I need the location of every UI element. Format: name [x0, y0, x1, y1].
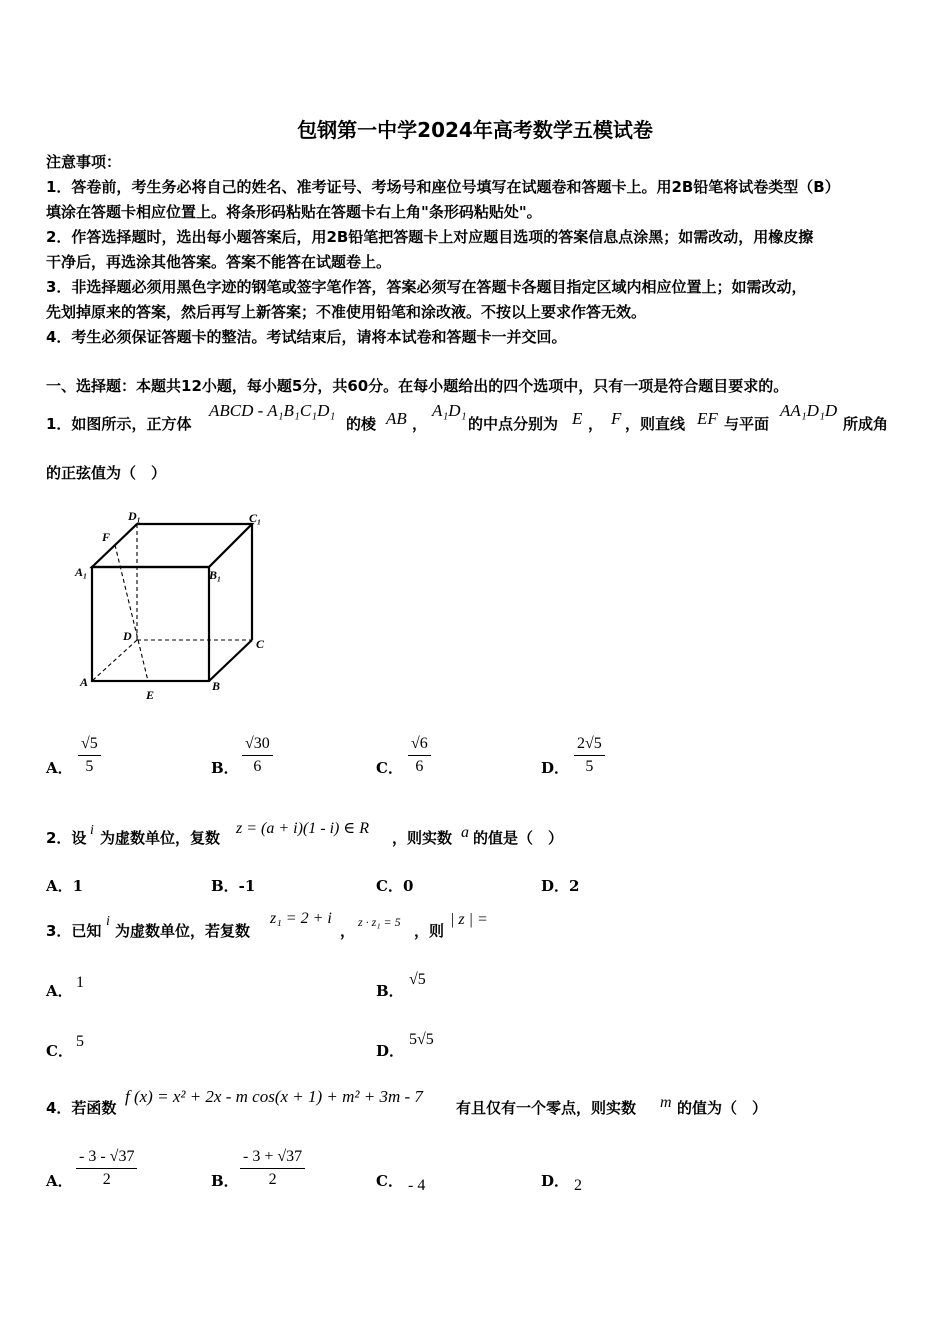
label-c: C: [256, 637, 265, 651]
label-c1: C₁: [249, 511, 262, 525]
q1-text-7: 与平面: [724, 415, 770, 433]
q3-abs-z: | z | =: [450, 911, 488, 928]
q2-text-4: 的值是（ ）: [473, 829, 564, 847]
q1-e: E: [572, 409, 583, 428]
q2-option-b[interactable]: B．-1: [211, 877, 256, 895]
page-title: 包钢第一中学2024年高考数学五模试卷: [297, 118, 653, 142]
q1-option-b-den: 6: [253, 758, 262, 775]
q2-option-d[interactable]: D．2: [541, 877, 580, 895]
q1-ef: EF: [697, 409, 718, 428]
q4-option-a-den: 2: [102, 1171, 111, 1188]
notice-line-2b: 干净后，再选涂其他答案。答案不能答在试题卷上。: [46, 253, 392, 271]
q1-f: F: [611, 409, 622, 428]
notice-line-2a: 2．作答选择题时，选出每小题答案后，用2B铅笔把答题卡上对应题目选项的答案信息点涂黑；如需改动，用橡皮擦: [46, 228, 814, 246]
q1-text-6: ，则直线: [625, 415, 686, 433]
q1-text-1: 1．如图所示，正方体: [46, 415, 192, 433]
q4-option-b-num: - 3 + √37: [240, 1146, 305, 1169]
q4-m: m: [660, 1094, 672, 1111]
q4-option-c-label: C．: [376, 1172, 403, 1190]
notice-line-1b: 填涂在答题卡相应位置上。将条形码粘贴在答题卡右上角"条形码粘贴处"。: [46, 203, 542, 221]
q2-option-c[interactable]: C．0: [376, 877, 414, 895]
q2-text-1: 2．设: [46, 829, 87, 847]
q3-option-d-label: D．: [376, 1042, 405, 1060]
q1-option-c-num: √6: [408, 733, 431, 756]
q3-option-c[interactable]: 5: [76, 1033, 84, 1050]
q1-option-c-label: C．: [376, 759, 403, 777]
q3-z1: z₁ = 2 + i: [270, 910, 332, 927]
q3-product: z · z₁ = 5: [358, 915, 401, 929]
q4-option-d[interactable]: 2: [574, 1177, 582, 1194]
q2-i: i: [90, 823, 94, 838]
q3-text-2: 为虚数单位，若复数: [115, 922, 251, 940]
q1-option-d-label: D．: [541, 759, 570, 777]
q4-option-b-label: B．: [211, 1172, 239, 1190]
q1-text-9: 的正弦值为（ ）: [46, 464, 167, 482]
q1-ab: AB: [386, 409, 407, 428]
q1-option-c-den: 6: [415, 758, 424, 775]
label-a1: A₁: [75, 565, 88, 579]
label-d1: D₁: [128, 509, 141, 523]
q4-option-a-label: A．: [46, 1172, 73, 1190]
q3-text-4: ，则: [414, 922, 445, 940]
q1-option-c[interactable]: [408, 733, 431, 778]
q1-text-2: 的棱: [346, 415, 377, 433]
q4-text-1: 4．若函数: [46, 1099, 117, 1117]
q1-option-b-label: B．: [211, 759, 239, 777]
q3-text-1: 3．已知: [46, 922, 102, 940]
q4-option-b-den: 2: [268, 1171, 277, 1188]
q1-text-4: 的中点分别为: [468, 415, 559, 433]
q1-text-8: 所成角: [843, 415, 889, 433]
label-e: E: [146, 688, 155, 702]
q1-option-b-num: √30: [242, 733, 273, 756]
q1-plane: AA₁D₁D: [780, 401, 838, 420]
q1-option-a[interactable]: [78, 733, 101, 778]
q3-option-b[interactable]: √5: [409, 971, 426, 988]
q4-option-a-num: - 3 - √37: [76, 1146, 137, 1169]
q4-function: f (x) = x² + 2x - m cos(x + 1) + m² + 3m - 7: [125, 1087, 423, 1106]
label-d: D: [123, 629, 132, 643]
q1-text-5: ，: [588, 415, 604, 433]
q1-option-d-den: 5: [585, 758, 594, 775]
notice-heading: 注意事项：: [46, 153, 122, 171]
q3-option-d[interactable]: 5√5: [409, 1031, 434, 1048]
q3-option-a[interactable]: 1: [76, 974, 84, 991]
q4-text-3: 的值为（ ）: [677, 1099, 768, 1117]
q1-option-d-num: 2√5: [574, 733, 605, 756]
segment-ef: [115, 545, 148, 681]
q1-option-a-den: 5: [85, 758, 94, 775]
label-a: A: [80, 675, 89, 689]
q4-option-a[interactable]: [76, 1146, 137, 1191]
notice-line-1a: 1．答卷前，考生务必将自己的姓名、准考证号、考场号和座位号填写在试题卷和答题卡上。用2B铅笔将试卷类型（B）: [46, 178, 840, 196]
q1-text-3: ，: [412, 415, 428, 433]
q2-expr: z = (a + i)(1 - i) ∈ R: [236, 820, 369, 837]
q3-option-b-label: B．: [376, 982, 404, 1000]
q2-text-3: ，则实数: [392, 829, 453, 847]
q4-option-c[interactable]: - 4: [408, 1177, 426, 1194]
hidden-edge-ad: [92, 640, 137, 681]
q2-a: a: [461, 824, 469, 841]
cube-edge-bc: [209, 640, 252, 681]
q3-i: i: [106, 914, 110, 929]
notice-line-4: 4．考生必须保证答题卡的整洁。考试结束后，请将本试卷和答题卡一并交回。: [46, 328, 567, 346]
label-f: F: [102, 530, 111, 544]
q4-option-d-label: D．: [541, 1172, 570, 1190]
cube-figure: [60, 500, 290, 710]
section-heading: 一、选择题：本题共12小题，每小题5分，共60分。在每小题给出的四个选项中，只有一项是符合题目要求的。: [46, 377, 789, 395]
q1-option-d[interactable]: [574, 733, 605, 778]
q4-option-b[interactable]: [240, 1146, 305, 1191]
q1-a1d1: A₁D₁: [432, 401, 467, 420]
notice-line-3a: 3．非选择题必须用黑色字迹的钢笔或签字笔作答，答案必须写在答题卡各题目指定区域内相应位置上；如需改动，: [46, 278, 807, 296]
cube-front-face: [92, 567, 209, 681]
q1-cube-expr: ABCD - A₁B₁C₁D₁: [209, 401, 336, 420]
q3-text-3: ，: [340, 922, 356, 940]
q1-option-b[interactable]: [242, 733, 273, 778]
q2-text-2: 为虚数单位，复数: [100, 829, 221, 847]
q4-text-2: 有且仅有一个零点，则实数: [456, 1099, 637, 1117]
notice-line-3b: 先划掉原来的答案，然后再写上新答案；不准使用铅笔和涂改液。不按以上要求作答无效。: [46, 303, 647, 321]
q3-option-a-label: A．: [46, 982, 73, 1000]
label-b1: B₁: [209, 568, 222, 582]
q1-option-a-label: A．: [46, 759, 73, 777]
label-b: B: [212, 679, 221, 693]
q1-option-a-num: √5: [78, 733, 101, 756]
q2-option-a[interactable]: A．1: [46, 877, 84, 895]
q3-option-c-label: C．: [46, 1042, 73, 1060]
cube-top-face: [92, 524, 252, 567]
